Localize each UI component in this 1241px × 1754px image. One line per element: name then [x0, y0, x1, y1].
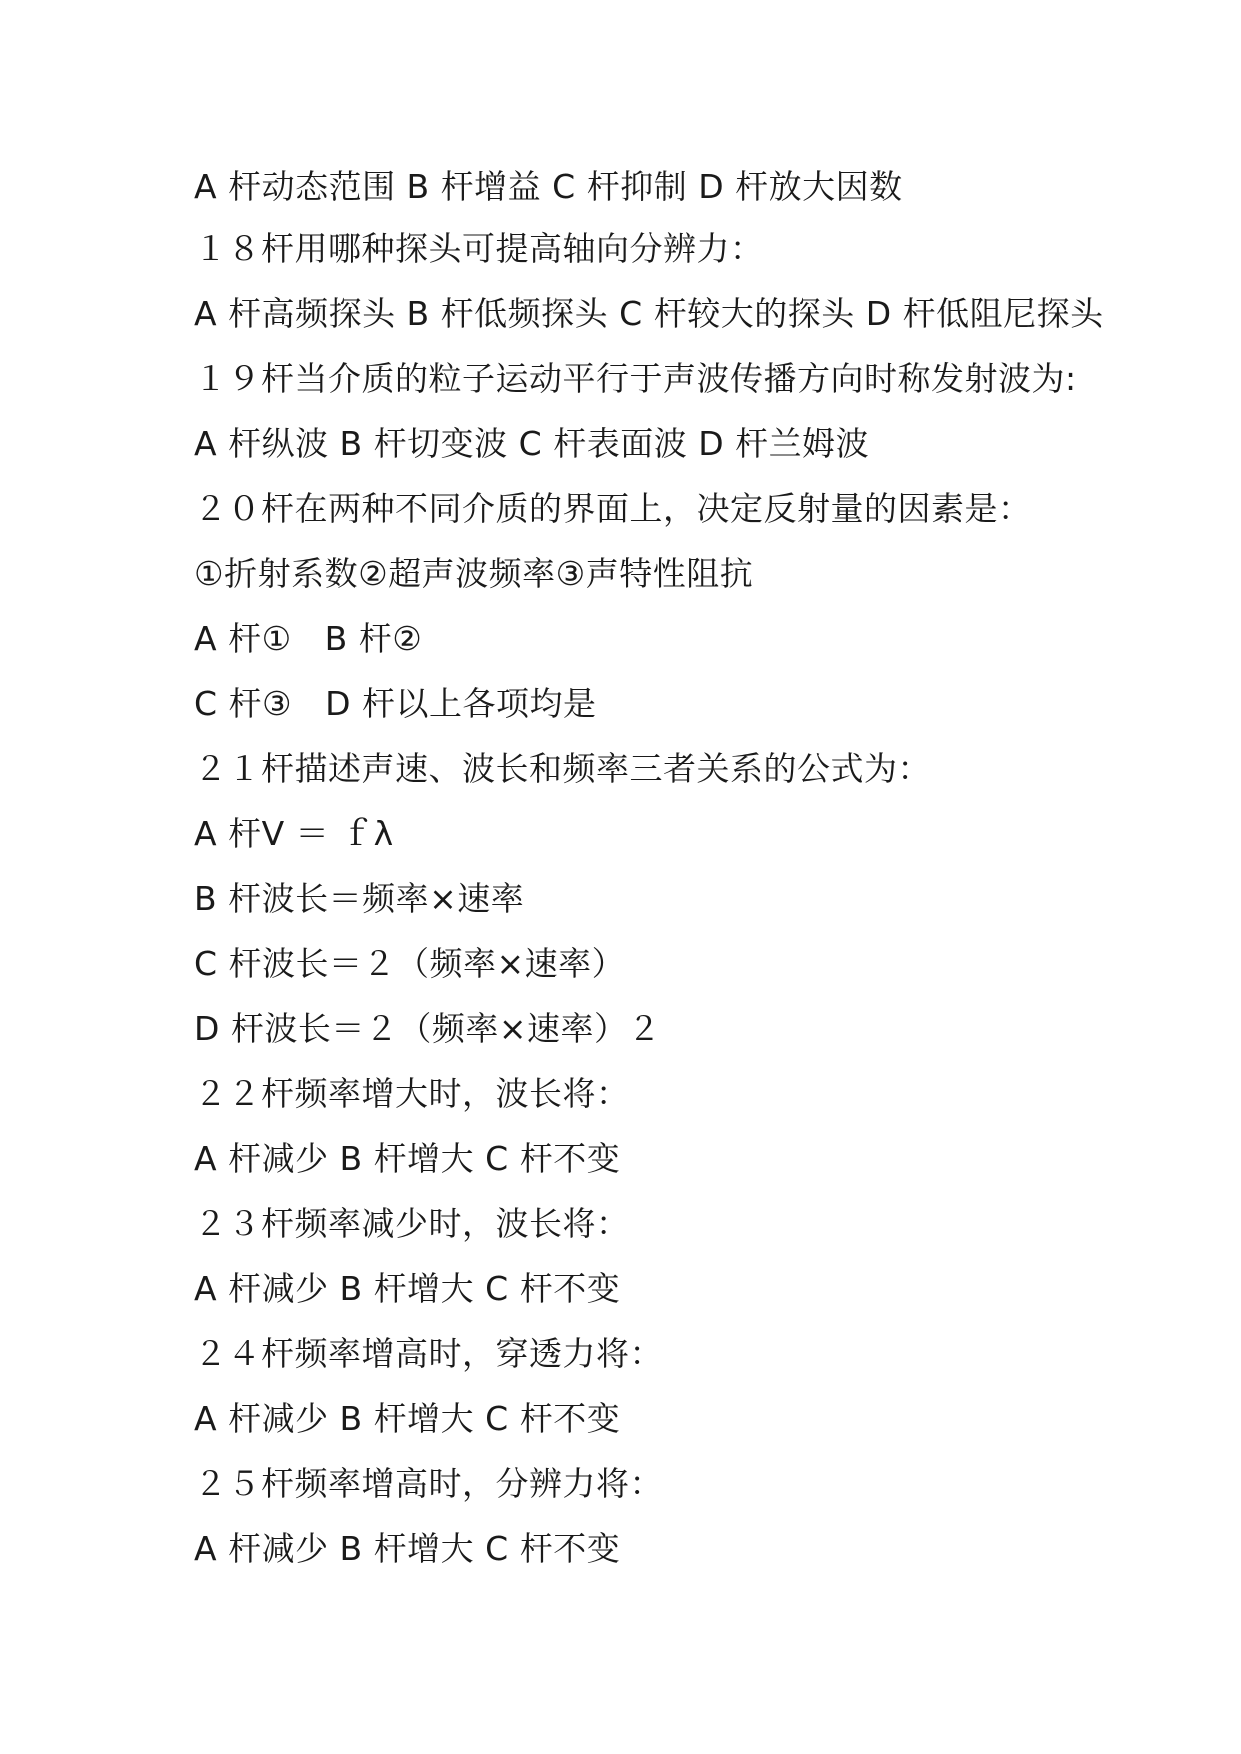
factor-list-q20: ①折射系数②超声波频率③声特性阻抗 [194, 554, 754, 593]
answer-options-q17: A 杆动态范围 B 杆增益 C 杆抑制 D 杆放大因数 [194, 167, 903, 206]
question-25: ２５杆频率增高时，分辨力将： [194, 1464, 663, 1503]
answer-options-q24: A 杆减少 B 杆增大 C 杆不变 [194, 1399, 621, 1438]
answer-options-q23: A 杆减少 B 杆增大 C 杆不变 [194, 1269, 621, 1308]
answer-options-q22: A 杆减少 B 杆增大 C 杆不变 [194, 1139, 621, 1178]
question-21: ２１杆描述声速、波长和频率三者关系的公式为： [194, 749, 931, 788]
question-24: ２４杆频率增高时，穿透力将： [194, 1334, 663, 1373]
question-22: ２２杆频率增大时，波长将： [194, 1074, 630, 1113]
answer-option-q21-a: A 杆V ＝ ｆλ [194, 814, 394, 853]
answer-option-q21-d: D 杆波长＝２（频率×速率）２ [194, 1009, 662, 1048]
answer-options-q19: A 杆纵波 B 杆切变波 C 杆表面波 D 杆兰姆波 [194, 424, 870, 463]
answer-option-q21-c: C 杆波长＝２（频率×速率） [194, 944, 626, 983]
answer-options-q25: A 杆减少 B 杆增大 C 杆不变 [194, 1529, 621, 1568]
answer-options-q20-ab: A 杆① B 杆② [194, 619, 423, 658]
question-18: １８杆用哪种探头可提高轴向分辨力： [194, 229, 764, 268]
question-19: １９杆当介质的粒子运动平行于声波传播方向时称发射波为: [194, 359, 1077, 398]
answer-options-q20-cd: C 杆③ D 杆以上各项均是 [194, 684, 597, 723]
question-20: ２０杆在两种不同介质的界面上，决定反射量的因素是： [194, 489, 1032, 528]
question-text-block [194, 158, 1154, 1581]
question-23: ２３杆频率减少时，波长将： [194, 1204, 630, 1243]
answer-option-q21-b: B 杆波长＝频率×速率 [194, 879, 525, 918]
answer-options-q18: A 杆高频探头 B 杆低频探头 C 杆较大的探头 D 杆低阻尼探头 [194, 294, 1104, 333]
